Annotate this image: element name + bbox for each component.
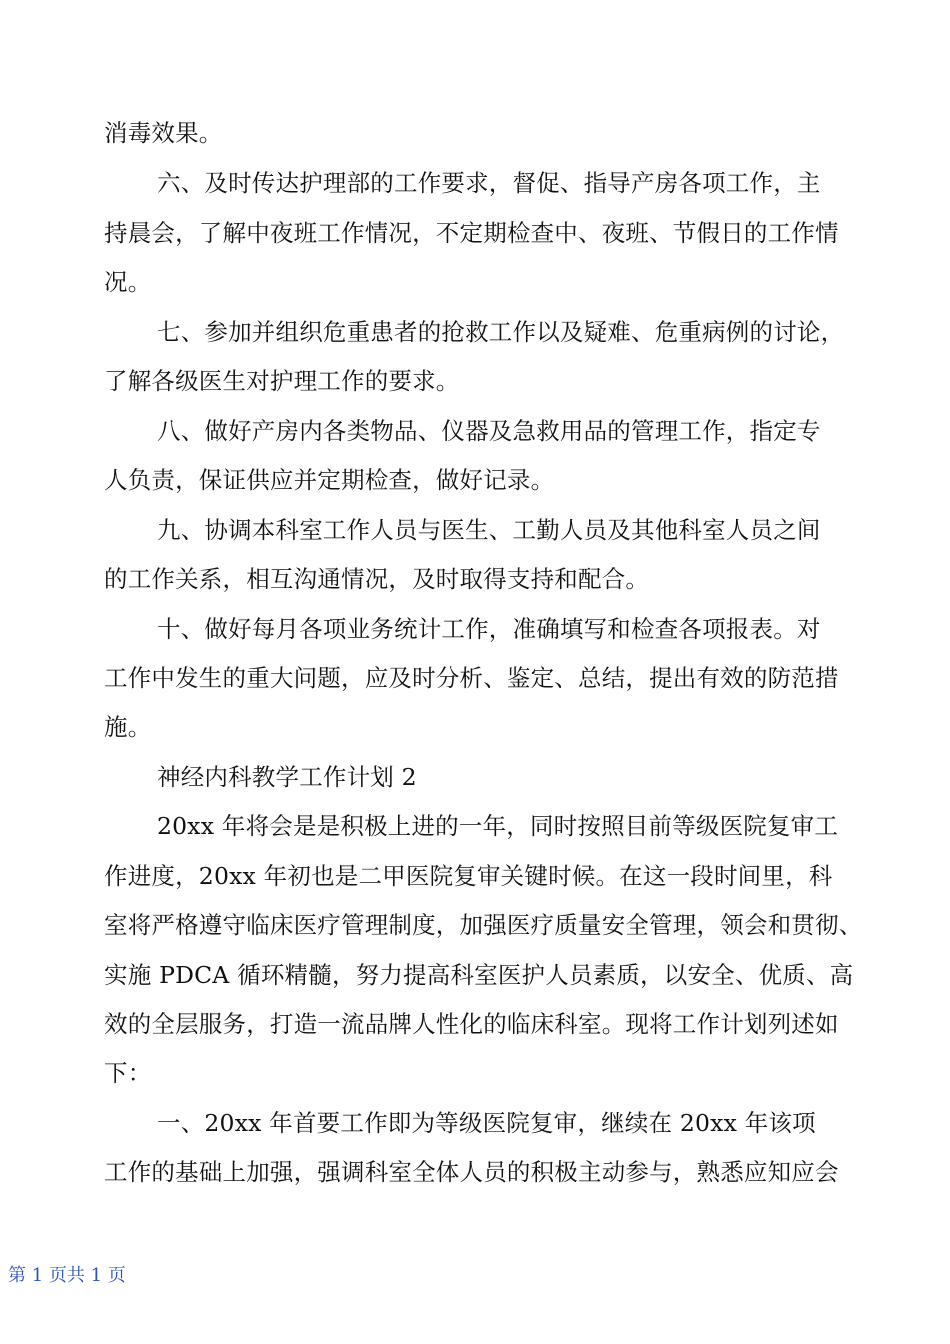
- text-line: 一、20xx 年首要工作即为等级医院复审，继续在 20xx 年该项: [157, 1109, 816, 1137]
- text-line: 效的全层服务，打造一流品牌人性化的临床科室。现将工作计划列述如: [104, 1010, 839, 1038]
- text-line: 持晨会，了解中夜班工作情况，不定期检查中、夜班、节假日的工作情: [104, 219, 839, 247]
- text-line: 20xx 年将会是是积极上进的一年，同时按照目前等级医院复审工: [157, 812, 839, 840]
- text-line: 了解各级医生对护理工作的要求。: [104, 367, 460, 395]
- text-line: 八、做好产房内各类物品、仪器及急救用品的管理工作，指定专: [157, 417, 821, 445]
- text-line: 的工作关系，相互沟通情况，及时取得支持和配合。: [104, 565, 650, 593]
- text-line: 工作中发生的重大问题，应及时分析、鉴定、总结，提出有效的防范措: [104, 664, 839, 692]
- section-heading: 神经内科教学工作计划 2: [157, 763, 417, 791]
- text-line: 十、做好每月各项业务统计工作，准确填写和检查各项报表。对: [157, 615, 821, 643]
- text-line: 消毒效果。: [104, 119, 223, 147]
- text-line: 九、协调本科室工作人员与医生、工勤人员及其他科室人员之间: [157, 516, 821, 544]
- text-line: 工作的基础上加强，强调科室全体人员的积极主动参与，熟悉应知应会: [104, 1158, 839, 1186]
- text-line: 七、参加并组织危重患者的抢救工作以及疑难、危重病例的讨论，: [157, 318, 845, 346]
- text-line: 六、及时传达护理部的工作要求，督促、指导产房各项工作，主: [157, 169, 821, 197]
- text-line: 下：: [104, 1059, 152, 1087]
- text-line: 况。: [104, 268, 152, 296]
- text-line: 人负责，保证供应并定期检查，做好记录。: [104, 466, 555, 494]
- text-line: 室将严格遵守临床医疗管理制度，加强医疗质量安全管理，领会和贯彻、: [104, 911, 863, 939]
- text-line: 施。: [104, 713, 152, 741]
- page-number-footer: 第 1 页共 1 页: [8, 1265, 126, 1286]
- text-line: 实施 PDCA 循环精髓，努力提高科室医护人员素质，以安全、优质、高: [104, 961, 854, 989]
- text-line: 作进度，20xx 年初也是二甲医院复审关键时候。在这一段时间里，科: [104, 862, 833, 890]
